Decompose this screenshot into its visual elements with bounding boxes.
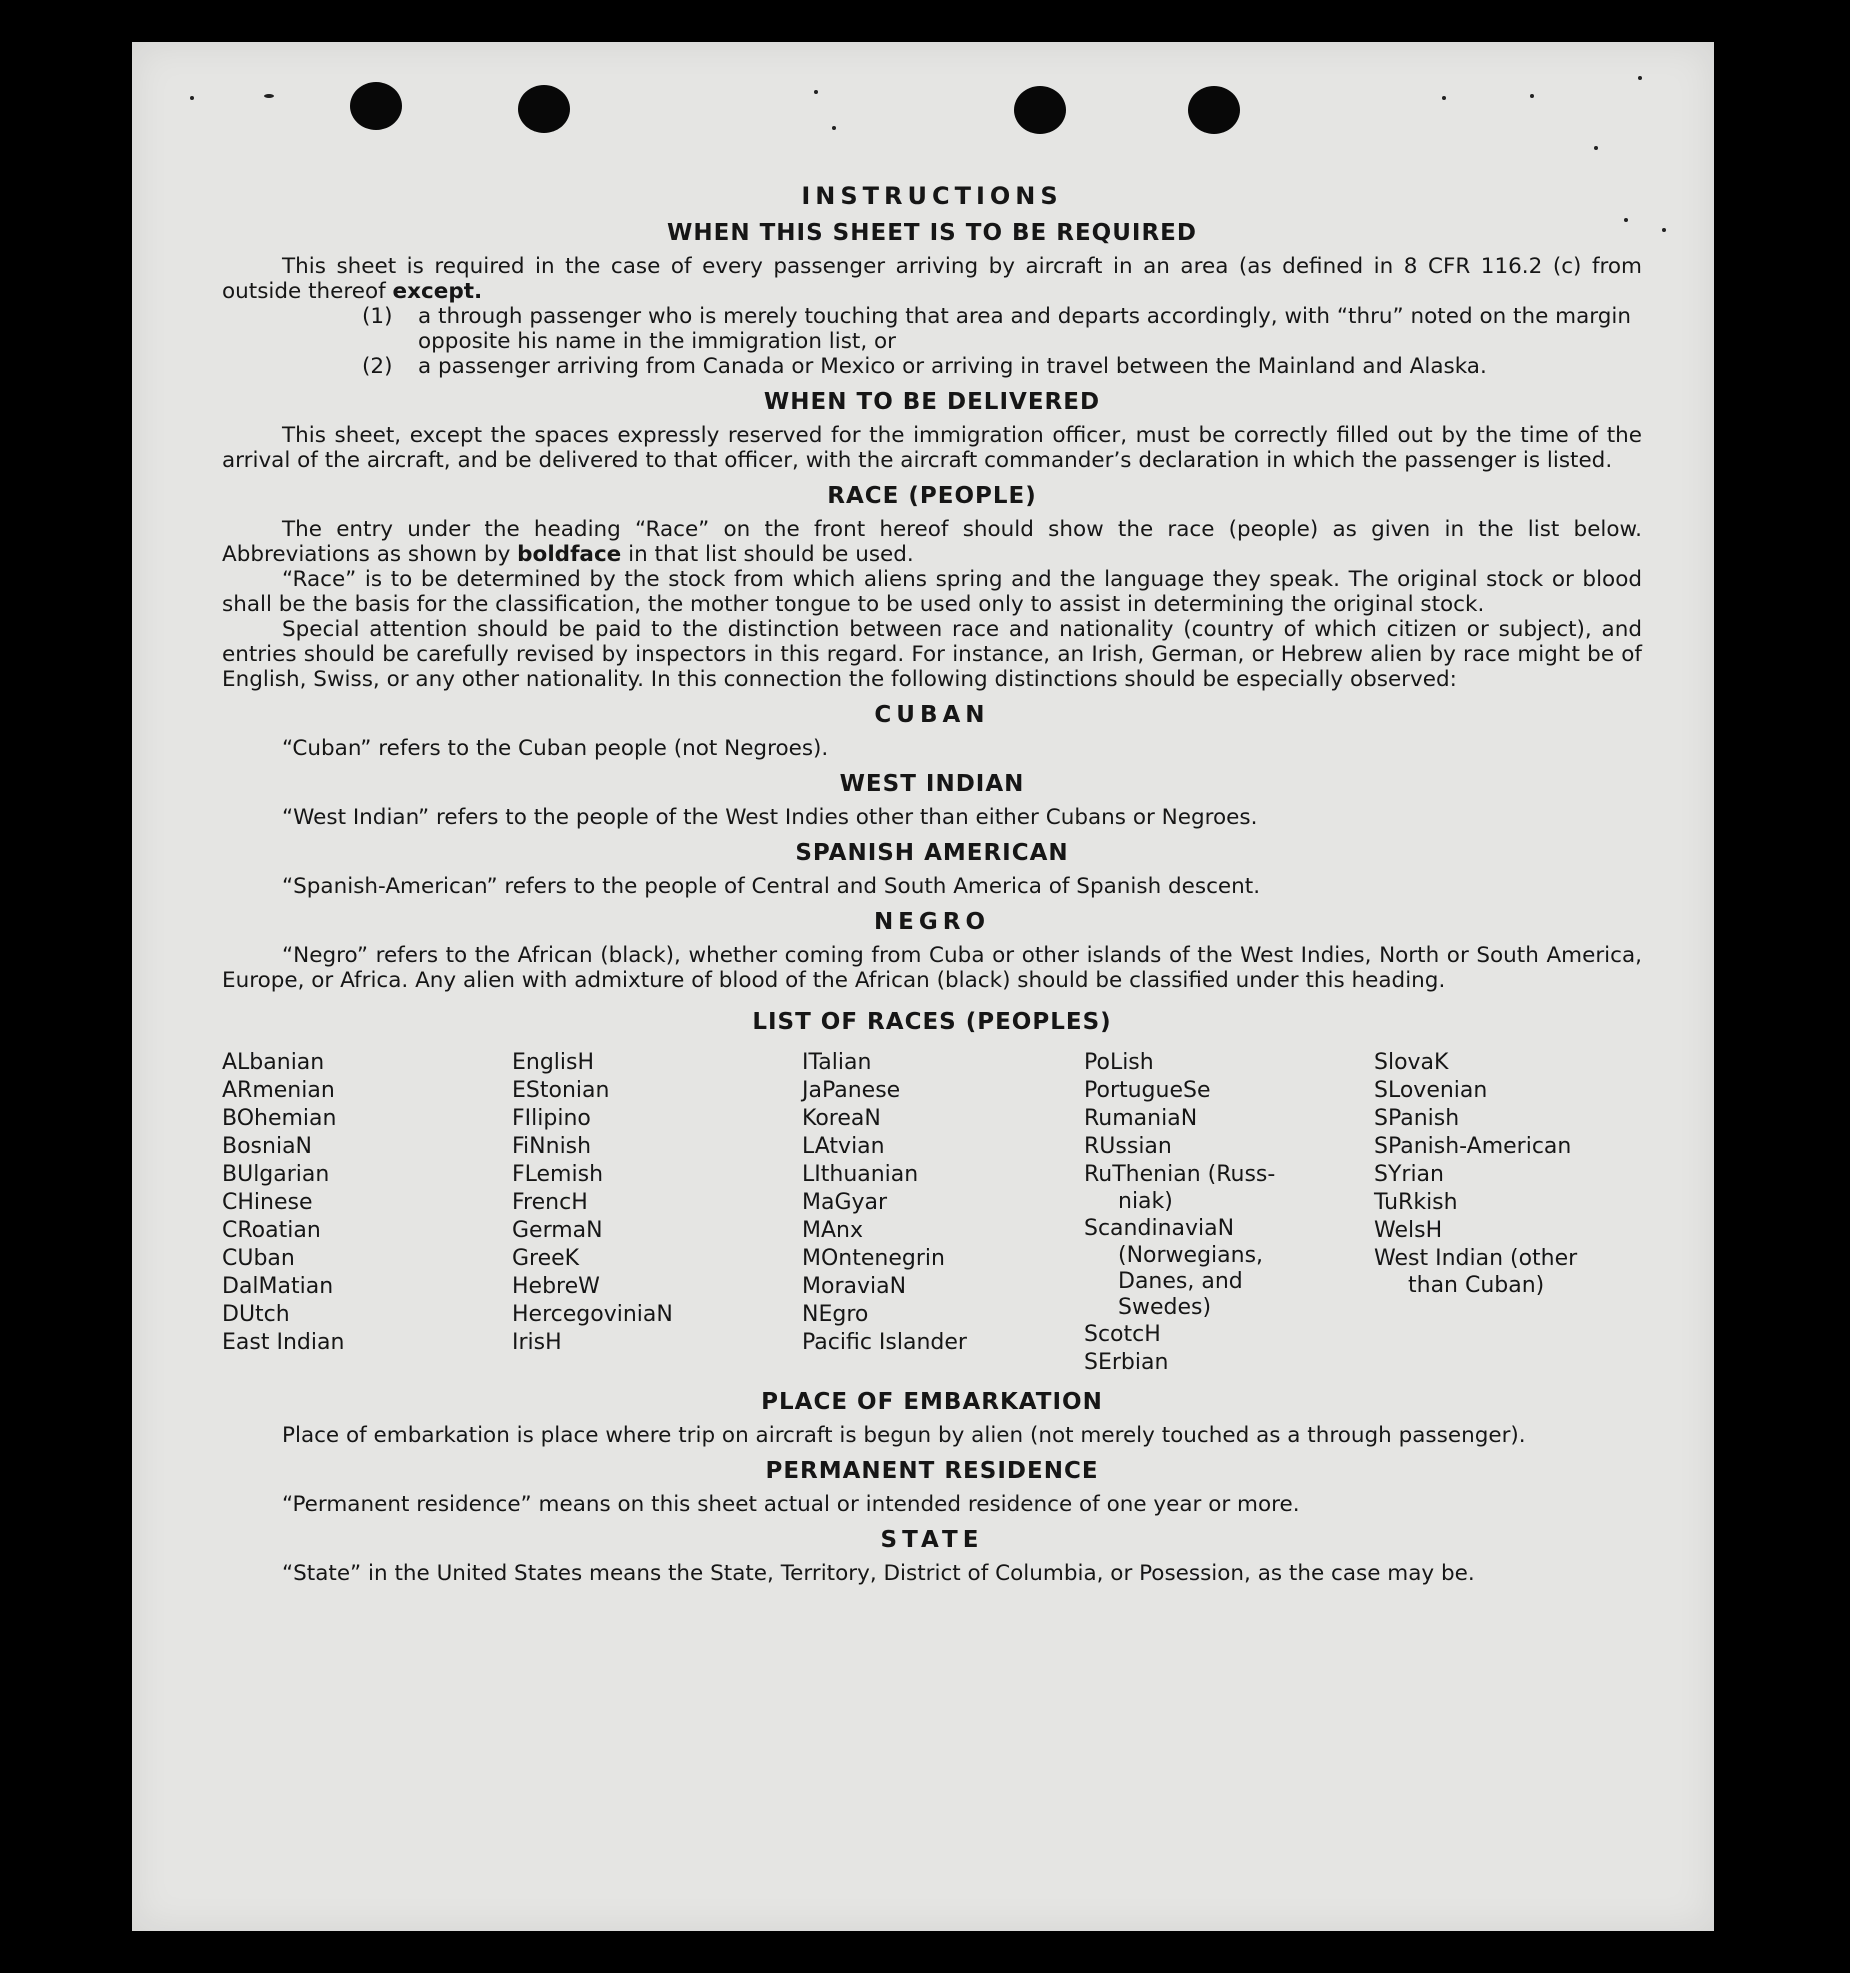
west-indian-heading: WEST INDIAN bbox=[839, 771, 1025, 797]
race-p1a: The entry under the heading “Race” on the front hereof should show the race (people) as given in the list below. Abbreviations as shown by bbox=[222, 517, 1642, 567]
list-item bbox=[362, 304, 1642, 354]
state-heading: STATE bbox=[880, 1527, 984, 1553]
race-entry: ScotcH bbox=[1084, 1322, 1161, 1347]
race-paragraph-1 bbox=[222, 517, 1642, 567]
race-entry: SYrian bbox=[1374, 1162, 1444, 1187]
race-entry: GreeK bbox=[512, 1246, 580, 1271]
races-table bbox=[222, 1049, 1642, 1377]
race-entry: EnglisH bbox=[512, 1050, 595, 1075]
speck bbox=[832, 126, 836, 130]
race-entry: BosniaN bbox=[222, 1134, 313, 1159]
race-entry: FiNnish bbox=[512, 1134, 592, 1159]
race-entry: LAtvian bbox=[802, 1134, 885, 1159]
race-entry: WelsH bbox=[1374, 1218, 1443, 1243]
race-p1b: in that list should be used. bbox=[628, 542, 914, 567]
negro-text: “Negro” refers to the African (black), whether coming from Cuba or other islands of the West Indies, North or South America, Europe, or Africa. Any alien with admixture of blood of the African (black) should be classified under this heading. bbox=[222, 943, 1642, 993]
when-required-heading: WHEN THIS SHEET IS TO BE REQUIRED bbox=[667, 220, 1197, 246]
race-entry: NEgro bbox=[802, 1302, 869, 1327]
race-entry: niak) bbox=[1118, 1189, 1173, 1214]
race-entry: CUban bbox=[222, 1246, 295, 1271]
race-entry: HercegoviniaN bbox=[512, 1302, 673, 1327]
race-entry: FrencH bbox=[512, 1190, 588, 1215]
item-text: a passenger arriving from Canada or Mexico or arriving in travel between the Mainland and Alaska. bbox=[418, 354, 1487, 379]
speck bbox=[1594, 146, 1598, 150]
race-paragraph-2: “Race” is to be determined by the stock from which aliens spring and the language they speak. The original stock or blood shall be the basis for the classification, the mother tongue to be used only to assist in determining the original stock. bbox=[222, 567, 1642, 617]
race-entry: SPanish-American bbox=[1374, 1134, 1572, 1159]
races-column bbox=[802, 1049, 1084, 1377]
race-entry: IrisH bbox=[512, 1330, 562, 1355]
list-item bbox=[362, 354, 1642, 379]
race-entry: BOhemian bbox=[222, 1106, 337, 1131]
punch-hole bbox=[1188, 86, 1240, 134]
race-entry: MOntenegrin bbox=[802, 1246, 945, 1271]
race-entry: KoreaN bbox=[802, 1106, 881, 1131]
race-entry: LIthuanian bbox=[802, 1162, 919, 1187]
intro-bold: except. bbox=[392, 279, 483, 304]
race-p1-bold: boldface bbox=[517, 542, 622, 567]
race-entry: ITalian bbox=[802, 1050, 872, 1075]
speck bbox=[1530, 94, 1534, 98]
race-entry: ScandinaviaN bbox=[1084, 1216, 1235, 1241]
race-entry: EStonian bbox=[512, 1078, 610, 1103]
when-required-intro bbox=[222, 254, 1642, 304]
cuban-heading: CUBAN bbox=[874, 702, 990, 728]
item-number: (1) bbox=[362, 304, 393, 329]
document-sheet bbox=[132, 42, 1714, 1931]
residence-text: “Permanent residence” means on this sheet actual or intended residence of one year or more. bbox=[282, 1492, 1300, 1517]
negro-heading: NEGRO bbox=[873, 909, 991, 935]
speck bbox=[190, 96, 194, 100]
state-text: “State” in the United States means the State, Territory, District of Columbia, or Posession, as the case may be. bbox=[282, 1561, 1475, 1586]
punch-hole bbox=[350, 82, 402, 130]
punch-hole bbox=[1014, 86, 1066, 134]
race-entry: ARmenian bbox=[222, 1078, 335, 1103]
spanish-american-heading: SPANISH AMERICAN bbox=[795, 840, 1069, 866]
cuban-text: “Cuban” refers to the Cuban people (not Negroes). bbox=[282, 736, 829, 761]
race-entry: HebreW bbox=[512, 1274, 600, 1299]
speck bbox=[1442, 96, 1446, 100]
list-of-races-heading: LIST OF RACES (PEOPLES) bbox=[752, 1009, 1112, 1035]
race-entry: PortugueSe bbox=[1084, 1078, 1211, 1103]
race-entry: JaPanese bbox=[802, 1078, 901, 1103]
race-heading: RACE (PEOPLE) bbox=[827, 483, 1037, 509]
race-entry: SErbian bbox=[1084, 1350, 1169, 1375]
race-entry: TuRkish bbox=[1374, 1190, 1458, 1215]
punch-hole bbox=[518, 85, 570, 133]
intro-text: This sheet is required in the case of every passenger arriving by aircraft in an area (as defined in 8 CFR 116.2 (c) from outside thereof bbox=[222, 254, 1642, 304]
embarkation-text: Place of embarkation is place where trip on aircraft is begun by alien (not merely touched as a through passenger). bbox=[282, 1423, 1526, 1448]
race-entry: GermaN bbox=[512, 1218, 603, 1243]
speck bbox=[814, 90, 818, 94]
race-entry: Swedes) bbox=[1118, 1295, 1212, 1320]
instructions-title: INSTRUCTIONS bbox=[801, 182, 1063, 210]
race-paragraph-3: Special attention should be paid to the distinction between race and nationality (country of which citizen or subject), and entries should be carefully revised by inspectors in this regard. For instance, an Irish, German, or Hebrew alien by race might be of English, Swiss, or any other nationality. In this connection the following distinctions should be especially observed: bbox=[222, 617, 1642, 692]
race-entry: than Cuban) bbox=[1408, 1273, 1545, 1298]
race-entry: SlovaK bbox=[1374, 1050, 1449, 1075]
when-delivered-text: This sheet, except the spaces expressly reserved for the immigration officer, must be correctly filled out by the time of the arrival of the aircraft, and be delivered to that officer, with the aircraft commander’s declaration in which the passenger is listed. bbox=[222, 423, 1642, 473]
race-entry: CHinese bbox=[222, 1190, 313, 1215]
races-column bbox=[512, 1049, 802, 1377]
residence-heading: PERMANENT RESIDENCE bbox=[765, 1458, 1099, 1484]
race-entry: ALbanian bbox=[222, 1050, 325, 1075]
race-entry: Pacific Islander bbox=[802, 1330, 967, 1355]
races-column bbox=[222, 1049, 512, 1377]
race-entry: MoraviaN bbox=[802, 1274, 907, 1299]
races-column bbox=[1084, 1049, 1374, 1377]
race-entry: FIlipino bbox=[512, 1106, 591, 1131]
speck bbox=[264, 94, 274, 98]
speck bbox=[1638, 76, 1642, 80]
race-entry: East Indian bbox=[222, 1330, 345, 1355]
race-entry: DUtch bbox=[222, 1302, 290, 1327]
race-entry: West Indian (other bbox=[1374, 1246, 1578, 1271]
west-indian-text: “West Indian” refers to the people of the West Indies other than either Cubans or Negroes. bbox=[282, 805, 1258, 830]
when-delivered-heading: WHEN TO BE DELIVERED bbox=[763, 389, 1101, 415]
race-entry: MaGyar bbox=[802, 1190, 888, 1215]
race-entry: (Norwegians, bbox=[1118, 1243, 1264, 1268]
race-entry: RumaniaN bbox=[1084, 1106, 1198, 1131]
speck bbox=[1662, 228, 1666, 232]
spanish-american-text: “Spanish-American” refers to the people of Central and South America of Spanish descent. bbox=[282, 874, 1261, 899]
item-number: (2) bbox=[362, 354, 393, 379]
race-entry: RUssian bbox=[1084, 1134, 1172, 1159]
embarkation-heading: PLACE OF EMBARKATION bbox=[761, 1389, 1103, 1415]
race-entry: RuThenian (Russ- bbox=[1084, 1162, 1276, 1187]
race-entry: SLovenian bbox=[1374, 1078, 1488, 1103]
race-entry: Danes, and bbox=[1118, 1269, 1243, 1294]
race-entry: BUlgarian bbox=[222, 1162, 330, 1187]
race-entry: FLemish bbox=[512, 1162, 604, 1187]
instructions-content bbox=[222, 182, 1642, 1586]
race-entry: PoLish bbox=[1084, 1050, 1154, 1075]
race-entry: CRoatian bbox=[222, 1218, 321, 1243]
item-text: a through passenger who is merely touching that area and departs accordingly, with “thru” noted on the margin opposite his name in the immigration list, or bbox=[418, 304, 1632, 354]
exceptions-list bbox=[362, 304, 1642, 379]
race-entry: DalMatian bbox=[222, 1274, 334, 1299]
races-column bbox=[1374, 1049, 1624, 1377]
race-entry: MAnx bbox=[802, 1218, 863, 1243]
race-entry: SPanish bbox=[1374, 1106, 1460, 1131]
